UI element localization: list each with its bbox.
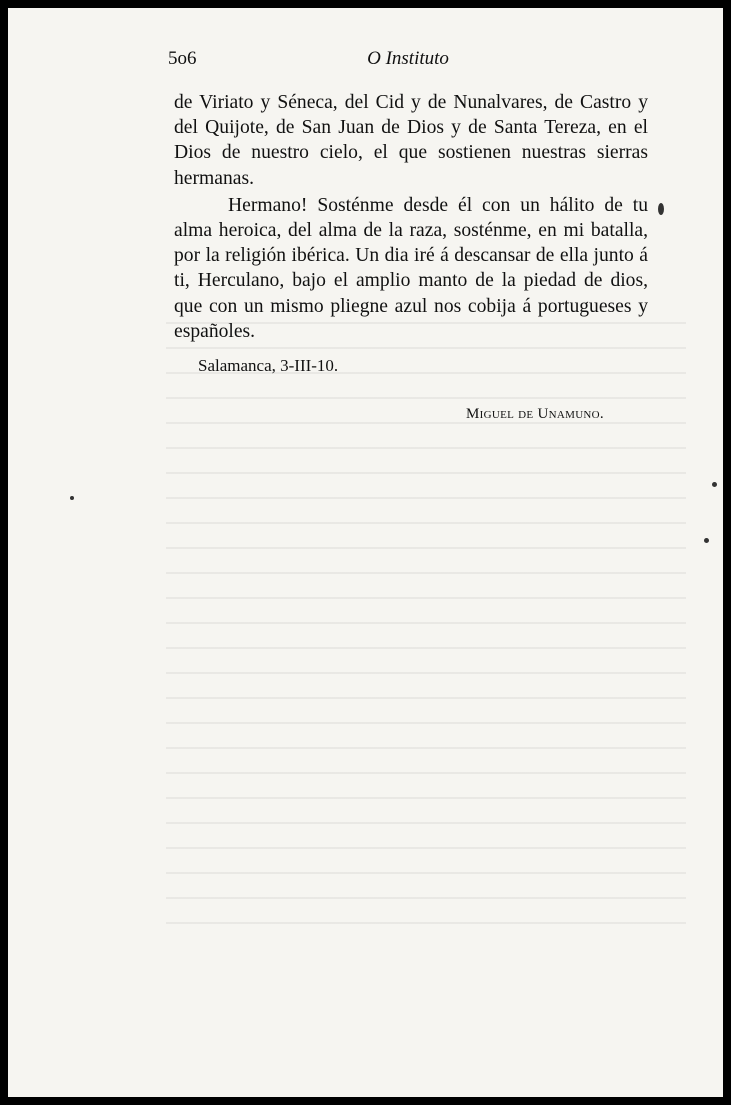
ink-speck [704, 538, 709, 543]
paragraph-1: de Viriato y Séneca, del Cid y de Nunalvares, de Castro y del Quijote, de San Juan de Dios y de Santa Tereza, en el Dios de nuestro cielo, el que sostienen nuestras sierras hermanas. [174, 92, 648, 189]
body-text [174, 90, 648, 344]
page-number: 5o6 [168, 48, 197, 69]
ink-speck [658, 203, 664, 215]
paragraph-2: Hermano! Sosténme desde él con un hálito de tu alma heroica, del alma de la raza, sosténme, en mi batalla, por la religión ibérica. Un dia iré á descansar de ella junto á ti, Herculano, bajo el amplio manto de la piedad de dios, que con un mismo pliegne azul nos cobija á portugueses y españoles. [174, 194, 648, 342]
place-date: Salamanca, 3-III-10. [198, 356, 339, 375]
ink-speck [70, 496, 74, 500]
book-page [8, 8, 723, 1097]
running-title: O Instituto [367, 48, 449, 69]
ink-speck [712, 482, 717, 487]
author-signature: Miguel de Unamuno. [466, 406, 604, 422]
page-header [168, 48, 648, 78]
bleed-through-shadow [166, 308, 686, 928]
